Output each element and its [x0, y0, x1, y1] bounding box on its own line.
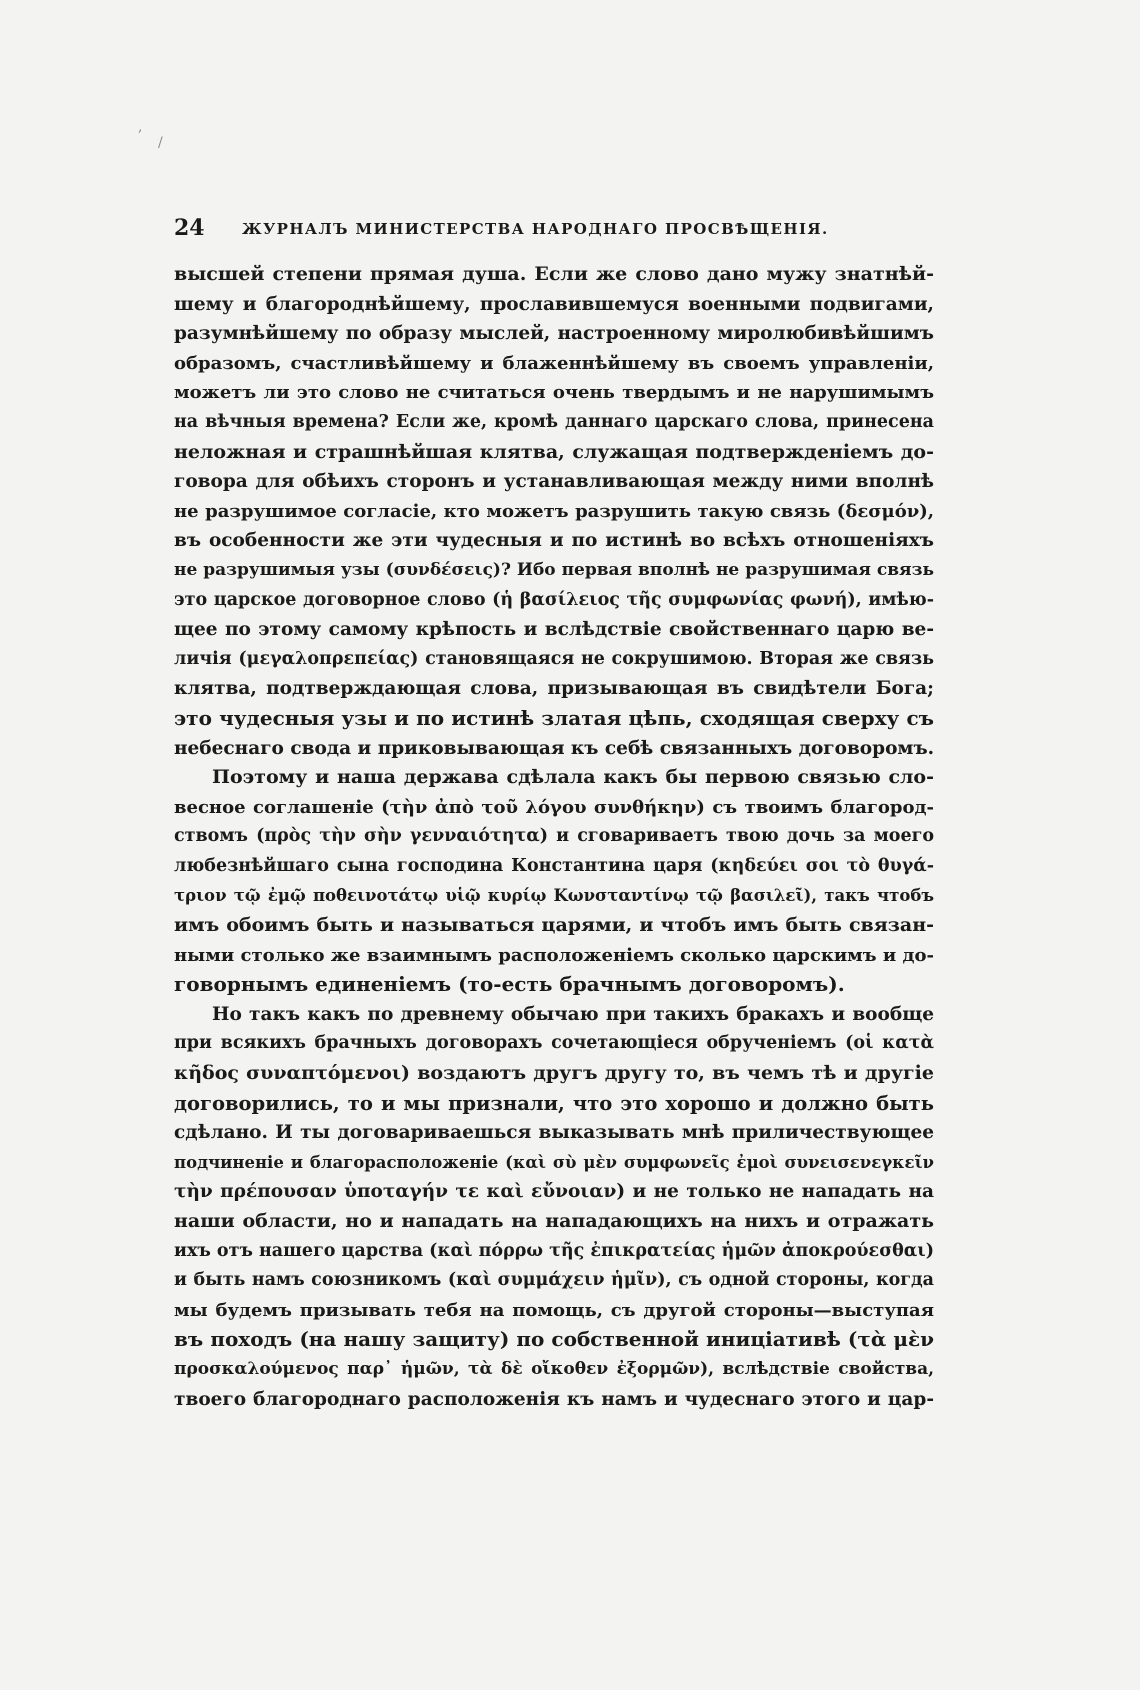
page-header: [174, 214, 934, 248]
text-line: образомъ, счастливѣйшему и блаженнѣйшему въ своемъ управленіи,: [174, 352, 934, 374]
text-line: можетъ ли это слово не считаться очень твердымъ и не нарушимымъ: [174, 382, 934, 404]
text-line: τὴν πρέπουσαν ὑποταγήν τε καὶ εὔνοιαν) и не только не нападать на: [174, 1181, 934, 1203]
text-line: въ походъ (на нашу защиту) по собственной иниціативѣ (τὰ μὲν: [174, 1327, 934, 1352]
text-line: это царское договорное слово (ἡ βασίλειος τῆς συμφωνίας φωνή), имѣю-: [174, 589, 934, 610]
text-line: это чудесныя узы и по истинѣ златая цѣпь, сходящая сверху съ: [174, 705, 934, 730]
body-text: [174, 260, 934, 1414]
text-line: Поэтому и наша держава сдѣлала какъ бы первою связью сло-: [212, 766, 934, 789]
running-title: ЖУРНАЛЪ МИНИСТЕРСТВА НАРОДНАГО ПРОСВѢЩЕНІЯ.: [242, 220, 829, 238]
text-line: Но такъ какъ по древнему обычаю при такихъ бракахъ и вообще: [212, 1003, 934, 1025]
text-line: ствомъ (πρὸς τὴν σὴν γενναιότητα) и сговариваетъ твою дочь за моего: [174, 826, 934, 847]
text-line: разумнѣйшему по образу мыслей, настроенному миролюбивѣйшимъ: [174, 323, 934, 345]
text-line: ными столько же взаимнымъ расположеніемъ сколько царскимъ и до-: [174, 944, 934, 966]
text-line: твоего благороднаго расположенія къ намъ и чудеснаго этого и цар-: [174, 1388, 934, 1410]
text-line: говора для обѣихъ сторонъ и устанавливающая между ними вполнѣ: [174, 471, 934, 493]
text-line: шему и благороднѣйшему, прославившемуся военными подвигами,: [174, 293, 934, 315]
text-line: клятва, подтверждающая слова, призывающая въ свидѣтели Бога;: [174, 678, 934, 700]
text-line: сдѣлано. И ты договариваешься выказывать мнѣ приличествующее: [174, 1122, 934, 1144]
text-line: любезнѣйшаго сына господина Константина царя (κηδεύει σοι τὸ θυγά-: [174, 855, 934, 876]
text-line: κῆδος συναπτόμενοι) воздаютъ другъ другу то, въ чемъ тѣ и другіе: [174, 1062, 934, 1085]
text-line: мы будемъ призывать тебя на помощь, съ другой стороны—выступая: [174, 1299, 934, 1321]
page-number: 24: [174, 215, 205, 241]
text-line: личія (μεγαλοπρεπείας) становящаяся не сокрушимою. Вторая же связь: [174, 648, 934, 669]
text-line: высшей степени прямая душа. Если же слово дано мужу знатнѣй-: [174, 263, 934, 285]
stray-mark: /: [158, 135, 163, 151]
text-line: подчиненіе и благорасположеніе (καὶ σὺ μὲν συμφωνεῖς ἐμοὶ συνεισενεγκεῖν: [174, 1152, 934, 1172]
text-line: щее по этому самому крѣпость и вслѣдствіе свойственнаго царю ве-: [174, 619, 934, 641]
text-line: при всякихъ брачныхъ договорахъ сочетающіеся обрученіемъ (οἱ κατὰ: [174, 1033, 934, 1054]
text-line: τριον τῷ ἐμῷ ποθεινοτάτῳ υἱῷ κυρίῳ Κωνσταντίνῳ τῷ βασιλεῖ), такъ чтобъ: [174, 886, 934, 906]
text-line: не разрушимое согласіе, кто можетъ разрушить такую связь (δεσμόν),: [174, 500, 934, 522]
stray-mark: ,: [138, 119, 143, 135]
text-line: и быть намъ союзникомъ (καὶ συμμάχειν ἡμῖν), съ одной стороны, когда: [174, 1270, 934, 1291]
text-line: небеснаго свода и приковывающая къ себѣ связанныхъ договоромъ.: [174, 737, 935, 759]
text-line: говорнымъ единеніемъ (то-есть брачнымъ договоромъ).: [174, 972, 845, 997]
text-line: ихъ отъ нашего царства (καὶ πόρρω τῆς ἐπικρατείας ἡμῶν ἀποκρούεσθαι): [174, 1240, 934, 1261]
text-line: договорились, то и мы признали, что это хорошо и должно быть: [174, 1091, 934, 1115]
text-line: весное соглашеніе (τὴν ἀπὸ τοῦ λόγου συνθήκην) съ твоимъ благород-: [174, 796, 934, 818]
text-line: προσκαλούμενος παρ᾽ ἡμῶν, τὰ δὲ οἴκοθεν ἐξορμῶν), вслѣдствіе свойства,: [174, 1358, 934, 1379]
text-line: наши области, но и нападать на нападающихъ на нихъ и отражать: [174, 1210, 934, 1232]
text-line: въ особенности же эти чудесныя и по истинѣ во всѣхъ отношеніяхъ: [174, 530, 934, 552]
text-line: на вѣчныя времена? Если же, кромѣ даннаго царскаго слова, принесена: [174, 411, 934, 432]
text-line: имъ обоимъ быть и называться царями, и чтобъ имъ быть связан-: [174, 914, 934, 937]
text-line: не разрушимыя узы (συνδέσεις)? Ибо первая вполнѣ не разрушимая связь: [174, 559, 934, 580]
text-line: неложная и страшнѣйшая клятва, служащая подтвержденіемъ до-: [174, 440, 934, 463]
